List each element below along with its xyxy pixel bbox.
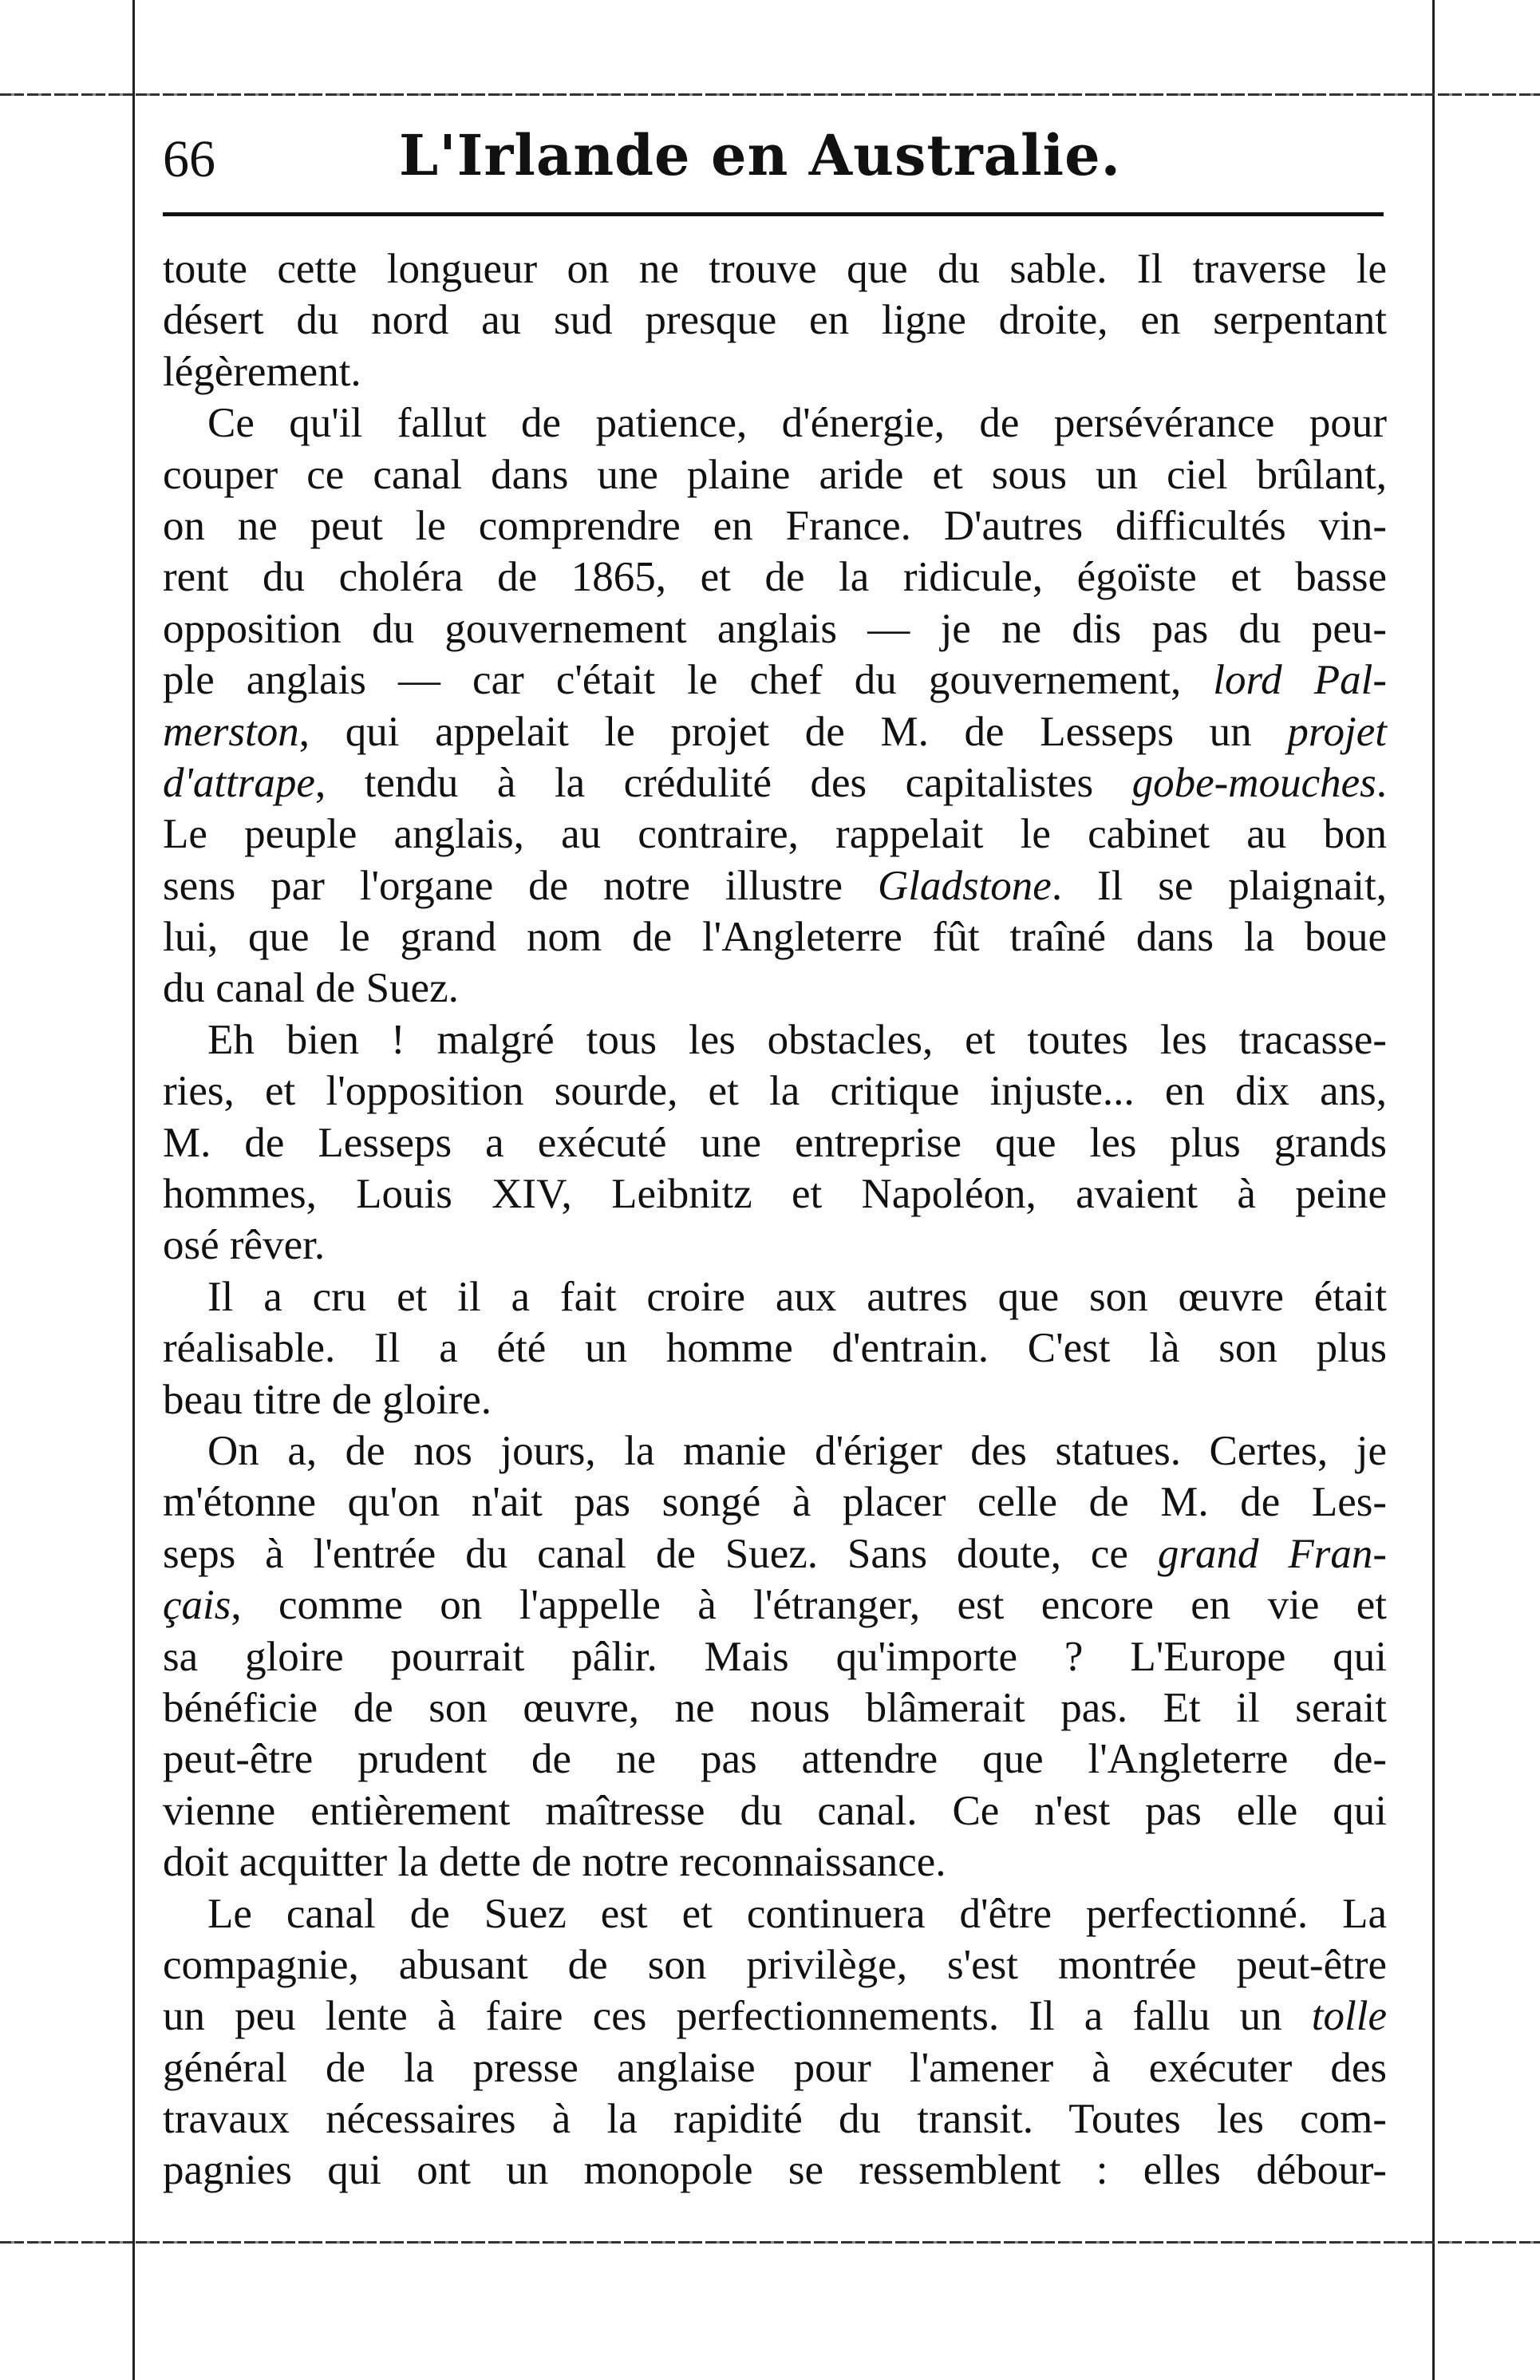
text-line <box>163 1939 1387 1991</box>
top-scan-edge <box>0 93 1540 96</box>
text-line <box>163 706 1387 757</box>
text-line <box>163 1477 1387 1528</box>
text-segment: doit acquitter la dette de notre reconnaissance. <box>163 1839 946 1886</box>
text-line <box>163 397 1387 449</box>
text-segment: légèrement. <box>163 348 361 395</box>
text-segment: Le canal de Suez est et continuera d'être perfectionné. La <box>207 1890 1387 1937</box>
text-line <box>163 552 1387 603</box>
header-rule <box>163 212 1384 216</box>
text-segment: vienne entièrement maîtresse du canal. Ce n'est pas elle qui <box>163 1787 1387 1834</box>
text-segment: Il a cru et il a fait croire aux autres que son œuvre était <box>207 1273 1387 1320</box>
text-segment: bénéficie de son œuvre, ne nous blâmerait pas. Et il serait <box>163 1684 1387 1731</box>
text-line <box>163 500 1387 552</box>
text-segment: ple anglais — car c'était le chef du gouvernement, <box>163 657 1214 704</box>
text-segment: On a, de nos jours, la manie d'ériger des statues. Certes, je <box>207 1427 1387 1474</box>
text-segment: un peu lente à faire ces perfectionnements. Il a fallu un <box>163 1993 1312 2040</box>
text-line <box>163 1425 1387 1477</box>
text-segment: ries, et l'opposition sourde, et la critique injuste... en dix ans, <box>163 1068 1387 1115</box>
text-line <box>163 1322 1387 1374</box>
text-segment: Ce qu'il fallut de patience, d'énergie, de persévérance pour <box>207 400 1387 447</box>
text-segment: on ne peut le comprendre en France. D'autres difficultés vin- <box>163 502 1387 549</box>
left-page-border <box>132 0 135 2380</box>
text-line <box>163 963 1387 1014</box>
italic-text: lord Pal- <box>1213 657 1387 704</box>
body-text <box>163 243 1387 2196</box>
text-line <box>163 295 1387 346</box>
text-segment: couper ce canal dans une plaine aride et sous un ciel brûlant, <box>163 451 1387 498</box>
text-line <box>163 911 1387 963</box>
text-line <box>163 1682 1387 1734</box>
text-segment: , comme on l'appelle à l'étranger, est encore en vie et <box>231 1582 1387 1629</box>
text-segment: travaux nécessaires à la rapidité du transit. Toutes les com- <box>163 2096 1387 2143</box>
text-segment: général de la presse anglaise pour l'amener à exécuter des <box>163 2044 1387 2091</box>
text-segment: , qui appelait le projet de M. de Lesseps un <box>298 708 1288 755</box>
text-segment: sens par l'organe de notre illustre <box>163 862 878 909</box>
italic-text: projet <box>1287 708 1387 755</box>
text-line <box>163 2093 1387 2145</box>
text-line <box>163 860 1387 911</box>
text-line <box>163 2145 1387 2196</box>
italic-text: gobe-mouches <box>1131 759 1376 806</box>
running-title: L'Irlande en Australie. <box>399 122 1122 188</box>
text-line <box>163 346 1387 397</box>
text-line <box>163 449 1387 500</box>
italic-text: d'attrape <box>163 759 315 806</box>
text-segment: rent du choléra de 1865, et de la ridicule, égoïste et basse <box>163 554 1387 601</box>
bottom-scan-edge <box>0 2241 1540 2244</box>
text-line <box>163 1991 1387 2042</box>
text-segment: , tendu à la crédulité des capitalistes <box>314 759 1132 806</box>
text-line <box>163 1631 1387 1682</box>
text-line <box>163 1065 1387 1117</box>
text-segment: opposition du gouvernement anglais — je ne dis pas du peu- <box>163 605 1387 652</box>
italic-text: tolle <box>1311 1993 1387 2040</box>
text-segment: osé rêver. <box>163 1222 326 1269</box>
text-line <box>163 243 1387 295</box>
text-segment: du canal de Suez. <box>163 965 459 1012</box>
text-line <box>163 603 1387 654</box>
text-line <box>163 1888 1387 1939</box>
text-line <box>163 1528 1387 1579</box>
italic-text: Gladstone <box>877 862 1052 909</box>
text-segment: sa gloire pourrait pâlir. Mais qu'importe ? L'Europe qui <box>163 1633 1387 1680</box>
text-segment: m'étonne qu'on n'ait pas songé à placer celle de M. de Les- <box>163 1479 1387 1526</box>
italic-text: çais <box>163 1582 231 1629</box>
text-line <box>163 1271 1387 1322</box>
text-segment: compagnie, abusant de son privilège, s'est montrée peut-être <box>163 1941 1387 1988</box>
italic-text: merston <box>163 708 299 755</box>
right-page-border <box>1432 0 1435 2380</box>
text-segment: lui, que le grand nom de l'Angleterre fût traîné dans la boue <box>163 914 1387 961</box>
text-segment: seps à l'entrée du canal de Suez. Sans doute, ce <box>163 1530 1158 1577</box>
text-segment: réalisable. Il a été un homme d'entrain. C'est là son plus <box>163 1325 1387 1372</box>
text-segment: hommes, Louis XIV, Leibnitz et Napoléon, avaient à peine <box>163 1171 1387 1218</box>
text-line <box>163 1734 1387 1785</box>
text-segment: Eh bien ! malgré tous les obstacles, et toutes les tracasse- <box>207 1016 1387 1063</box>
text-line <box>163 757 1387 808</box>
text-segment: pagnies qui ont un monopole se ressemblent : elles débour- <box>163 2147 1387 2194</box>
text-line <box>163 654 1387 706</box>
text-line <box>163 808 1387 860</box>
text-segment: Le peuple anglais, au contraire, rappelait le cabinet au bon <box>163 811 1387 858</box>
text-line <box>163 1374 1387 1425</box>
text-segment: peut-être prudent de ne pas attendre que l'Angleterre de- <box>163 1736 1387 1783</box>
text-line <box>163 1014 1387 1065</box>
text-segment: . <box>1376 759 1387 806</box>
text-segment: . Il se plaignait, <box>1051 862 1387 909</box>
text-line <box>163 1836 1387 1888</box>
text-segment: beau titre de gloire. <box>163 1376 492 1423</box>
italic-text: grand Fran- <box>1157 1530 1387 1577</box>
page-number: 66 <box>163 130 215 188</box>
text-segment: M. de Lesseps a exécuté une entreprise que les plus grands <box>163 1119 1387 1166</box>
text-segment: désert du nord au sud presque en ligne droite, en serpentant <box>163 297 1387 344</box>
text-line <box>163 1220 1387 1271</box>
text-line <box>163 1117 1387 1168</box>
text-line <box>163 1579 1387 1631</box>
text-line <box>163 1168 1387 1220</box>
text-segment: toute cette longueur on ne trouve que du sable. Il traverse le <box>163 246 1387 292</box>
text-line <box>163 2042 1387 2093</box>
text-line <box>163 1785 1387 1836</box>
